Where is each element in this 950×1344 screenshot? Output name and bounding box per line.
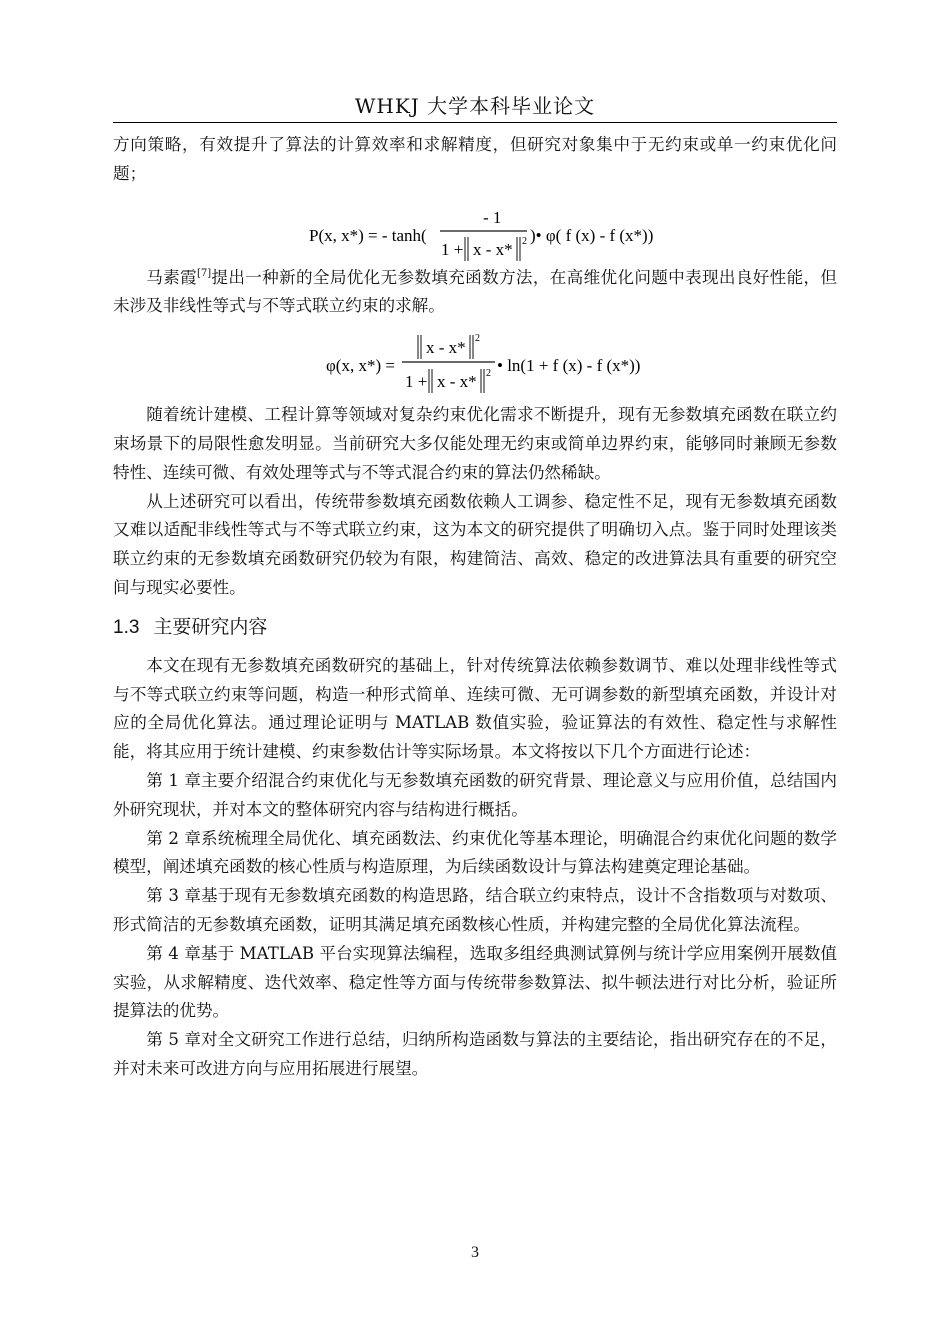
paragraph: 随着统计建模、工程计算等领域对复杂约束优化需求不断提升，现有无参数填充函数在联立约束场景下的局限性愈发明显。当前研究大多仅能处理无约束或简单边界约束，能够同时兼顾无参数特性、连续可微、有效处理等式与不等式混合约束的算法仍然稀缺。	[113, 405, 837, 482]
paragraph: 第 2 章系统梳理全局优化、填充函数法、约束优化等基本理论，明确混合约束优化问题的数学模型，阐述填充函数的核心性质与构造原理，为后续函数设计与算法构建奠定理论基础。	[113, 828, 837, 877]
formula-1-denominator-prefix: 1 +	[441, 239, 464, 259]
paragraph: 本文在现有无参数填充函数研究的基础上，针对传统算法依赖参数调节、难以处理非线性等式与不等式联立约束等问题，构造一种形式简单、连续可微、无可调参数的新型填充函数，并设计对应的全局优化算法。通过理论证明与 MATLAB 数值实验，验证算法的有效性、稳定性与求解性能，将其应用于统计建模、约束参数估计等实际场景。本文将按以下几个方面进行论述：	[113, 655, 837, 762]
formula-1-svg	[113, 189, 837, 264]
formula-1-lhs: P(x, x*) = - tanh(	[309, 225, 427, 245]
formula-2-numerator-exponent: 2	[475, 333, 480, 345]
formula-2-lhs: φ(x, x*) =	[326, 356, 395, 376]
formula-2-denominator-prefix: 1 +	[405, 372, 428, 392]
paragraph: 第 4 章基于 MATLAB 平台实现算法编程，选取多组经典测试算例与统计学应用案例开展数值实验，从求解精度、迭代效率、稳定性等方面与传统带参数算法、拟牛顿法进行对比分析，验证所提算法的优势。	[113, 943, 837, 1021]
header-rule	[113, 122, 837, 123]
paragraph: 从上述研究可以看出，传统带参数填充函数依赖人工调参、稳定性不足，现有无参数填充函数又难以适配非线性等式与不等式联立约束，这为本文的研究提供了明确切入点。鉴于同时处理该类联立约束的无参数填充函数研究仍较为有限，构建简洁、高效、稳定的改进算法具有重要的研究空间与现实必要性。	[113, 491, 837, 597]
page-number: 3	[471, 1244, 479, 1261]
paragraph	[113, 264, 837, 322]
paragraph: 方向策略，有效提升了算法的计算效率和求解精度，但研究对象集中于无约束或单一约束优化问题；	[113, 135, 837, 183]
formula-1-exponent: 2	[522, 235, 527, 247]
formula-phi-function	[113, 321, 837, 401]
formula-filled-function	[113, 189, 837, 264]
section-heading	[113, 615, 837, 640]
formula-2-denominator: x - x*	[437, 372, 477, 392]
running-header: WHKJ 大学本科毕业论文	[354, 94, 596, 118]
body-content	[113, 131, 837, 1084]
paragraph-text: 马素霞	[146, 267, 197, 287]
section-number: 1.3	[113, 616, 140, 638]
formula-2-svg	[113, 321, 837, 401]
formula-2-denominator-exponent: 2	[486, 368, 491, 380]
formula-2-rhs: • ln(1 + f (x) - f (x*))	[497, 356, 641, 376]
paragraph-text: 提出一种新的全局优化无参数填充函数方法，在高维优化问题中表现出良好性能，但未涉及非线性等式与不等式联立约束的求解。	[113, 267, 837, 316]
formula-1-numerator: - 1	[483, 207, 502, 227]
paragraph: 第 1 章主要介绍混合约束优化与无参数填充函数的研究背景、理论意义与应用价值，总结国内外研究现状，并对本文的整体研究内容与结构进行概括。	[113, 770, 837, 819]
citation-reference: [7]	[196, 267, 212, 279]
paragraph: 第 5 章对全文研究工作进行总结，归纳所构造函数与算法的主要结论，指出研究存在的不足，并对未来可改进方向与应用拓展进行展望。	[113, 1030, 837, 1078]
section-title: 主要研究内容	[153, 615, 268, 638]
paragraph: 第 3 章基于现有无参数填充函数的构造思路，结合联立约束特点，设计不含指数项与对数项、形式简洁的无参数填充函数，证明其满足填充函数核心性质，并构建完整的全局优化算法流程。	[113, 886, 837, 934]
formula-1-norm-expr: x - x*	[473, 239, 513, 259]
formula-2-numerator: x - x*	[426, 338, 466, 358]
formula-1-rhs: )• φ( f (x) - f (x*))	[530, 225, 654, 245]
